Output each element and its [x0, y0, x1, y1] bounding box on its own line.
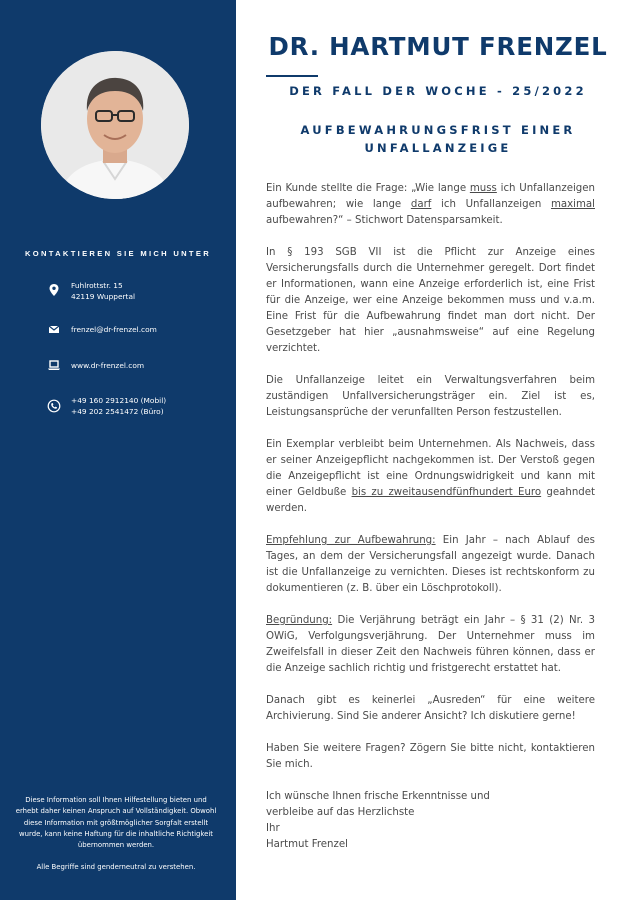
envelope-icon [47, 322, 61, 336]
contact-email [0, 322, 236, 352]
article-title [248, 122, 628, 157]
underlined-text: bis zu zweitausendfünfhundert Euro [351, 487, 542, 498]
paragraph-question [266, 181, 595, 229]
disclaimer-text: Diese Information soll Ihnen Hilfestellung bieten und erhebt daher keinen Anspruch auf Vollständigkeit. Obwohl diese Information mit größtmöglicher Sorgfalt erstellt wurde, kann keine Haftung für die inhaltliche Richtigkeit übernommen werden. [15, 796, 217, 850]
text-run: ich Unfallanzeigen aufbewahren; wie lange [266, 183, 596, 210]
text-run: Ein Exemplar verbleibt beim Unternehmen. Als Nachweis, dass er seiner Anzeigepflicht nachgekommen ist. Der Verstoß gegen die Anzeigepflicht ist eine Ordnungswidrigkeit und kann mit einer Geldbuße [266, 439, 595, 498]
text-run: Die Verjährung beträgt ein Jahr – § 31 (2) Nr. 3 OWiG, Verfolgungsverjährung. Der Unternehmer muss im Zweifelsfall in dieser Zeit den Nachweis führen können, dass er die Anzeige sachlich richtig und fristgerecht erstattet hat. [266, 615, 595, 674]
page-title: DR. HARTMUT FRENZEL [268, 32, 608, 61]
signature-name: Hartmut Frenzel [266, 839, 348, 850]
paragraph-reasoning [266, 613, 595, 677]
underlined-text: muss [469, 183, 497, 194]
paragraph-recommendation [266, 533, 595, 597]
address-city: 42119 Wuppertal [71, 292, 136, 301]
underlined-text: darf [410, 199, 432, 210]
text-run: geahndet werden. [266, 487, 596, 514]
sidebar [0, 0, 236, 900]
phone-mobile[interactable]: +49 160 2912140 (Mobil) [71, 396, 167, 405]
phone-icon [47, 399, 61, 413]
recommendation-label: Empfehlung zur Aufbewahrung: [266, 535, 436, 546]
text-run: Ein Jahr – nach Ablauf des Tages, an dem der Versicherungsfall angezeigt wurde. Danach ist die Unfallanzeige zu vernichten. Dieses ist rechtskonform zu dokumentieren (z. B. über ein Löschprotokoll). [266, 535, 595, 594]
page-subtitle: DER FALL DER WOCHE - 25/2022 [289, 84, 587, 98]
avatar [41, 51, 189, 199]
closing-line: Ich wünsche Ihnen frische Erkenntnisse und [266, 791, 490, 802]
paragraph-law: In § 193 SGB VII ist die Pflicht zur Anzeige eines Versicherungsfalls durch die Unternehmer geregelt. Dort findet er Informationen, wann eine Anzeige erforderlich ist, eine Frist für die Anzeige, wer eine Anzeige bekommen muss und v.a.m. Eine Frist für die Aufbewahrung findet man dort nicht. Der Gesetzgeber hat hier „ausnahmsweise“ auf eine Regelung verzichtet. [266, 247, 595, 354]
paragraph-questions: Haben Sie weitere Fragen? Zögern Sie bitte nicht, kontaktieren Sie mich. [266, 743, 595, 770]
phone-office[interactable]: +49 202 2541472 (Büro) [71, 407, 164, 416]
contact-heading: KONTAKTIEREN SIE MICH UNTER [25, 249, 211, 258]
text-run: aufbewahren?“ – Stichwort Datensparsamkeit. [266, 215, 503, 226]
paragraph-archiving: Danach gibt es keinerlei „Ausreden“ für eine weitere Archivierung. Sind Sie anderer Ansicht? Ich diskutiere gerne! [266, 695, 595, 722]
underlined-text: maximal [550, 199, 595, 210]
disclaimer [14, 795, 218, 874]
location-pin-icon [47, 283, 61, 297]
closing-line: Ihr [266, 823, 280, 834]
contact-address [0, 280, 236, 310]
reasoning-label: Begründung: [266, 615, 333, 626]
portrait-image [41, 51, 189, 199]
address-street: Fuhlrottstr. 15 [71, 281, 123, 290]
header-divider [266, 75, 318, 77]
contact-website [0, 358, 236, 388]
contact-phone [0, 395, 236, 425]
gender-note: Alle Begriffe sind genderneutral zu verstehen. [36, 863, 196, 872]
laptop-icon [47, 358, 61, 372]
closing [266, 789, 595, 853]
article-title-line2: UNFALLANZEIGE [364, 140, 512, 155]
closing-line: verbleibe auf das Herzlichste [266, 807, 415, 818]
email-link[interactable]: frenzel@dr-frenzel.com [71, 325, 157, 334]
paragraph-copy [266, 437, 595, 517]
website-link[interactable]: www.dr-frenzel.com [71, 361, 145, 370]
paragraph-procedure: Die Unfallanzeige leitet ein Verwaltungsverfahren beim zuständigen Unfallversicherungsträger ein. Ziel ist es, Leistungsansprüche der verunfallten Person festzustellen. [266, 375, 595, 418]
article-body [266, 181, 595, 853]
text-run: Ein Kunde stellte die Frage: „Wie lange [266, 183, 470, 194]
text-run: ich Unfallanzeigen [431, 199, 551, 210]
article-title-line1: AUFBEWAHRUNGSFRIST EINER [300, 123, 576, 137]
